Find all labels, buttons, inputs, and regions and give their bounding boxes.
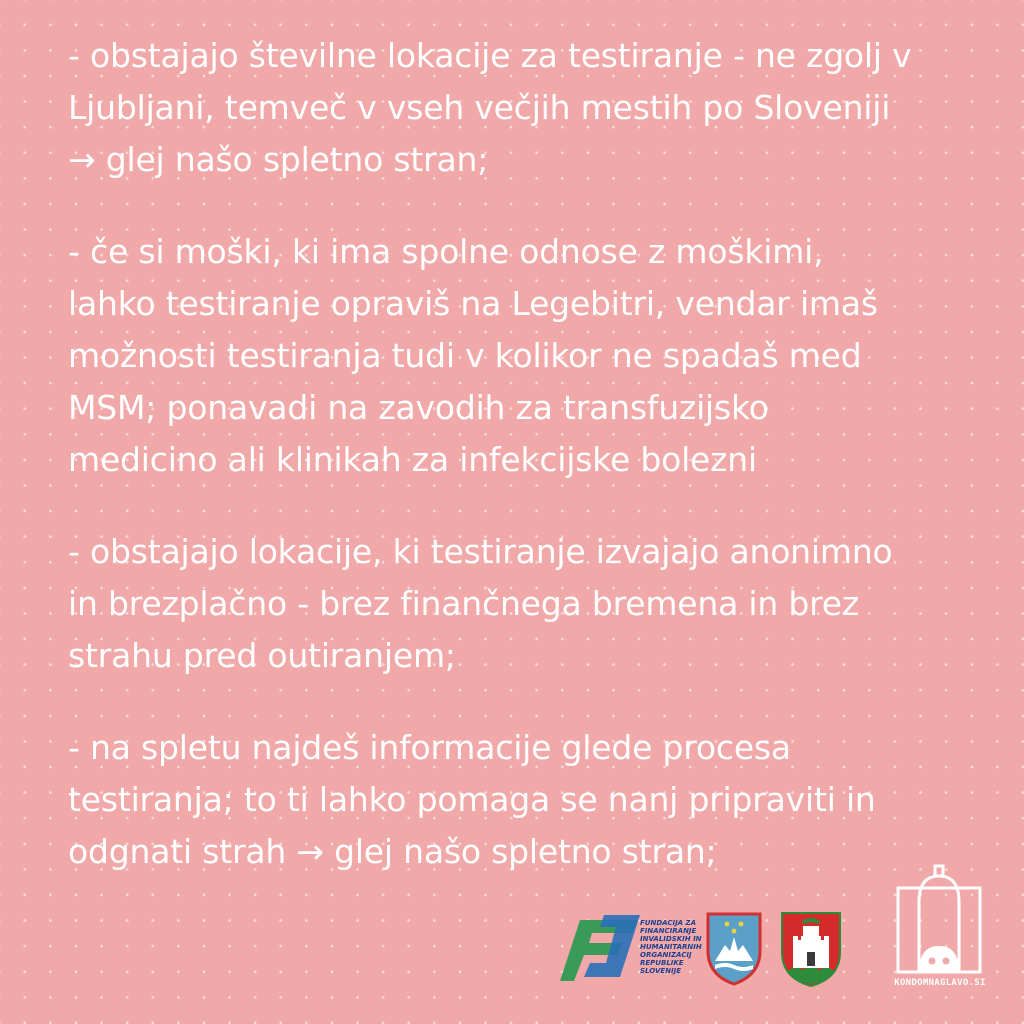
text-line: → glej našo spletno stran; <box>68 140 489 179</box>
text-line: medicino ali klinikah za infekcijske bolezni <box>68 440 757 479</box>
main-text <box>68 30 998 918</box>
text-line: Ljubljani, temveč v vseh večjih mestih po Sloveniji <box>68 88 891 127</box>
text-line: in brezplačno - brez finančnega bremena in brez <box>68 584 859 623</box>
text-line: testiranja; to ti lahko pomaga se nanj pripraviti in <box>68 780 876 819</box>
text-line: - obstajajo lokacije, ki testiranje izvajajo anonimno <box>68 532 893 571</box>
text-line: strahu pred outiranjem; <box>68 636 456 675</box>
ljubljana-coat-of-arms-icon <box>779 910 843 988</box>
text-line: - če si moški, ki ima spolne odnose z moškimi, <box>68 232 824 271</box>
paragraph-anonymous <box>68 526 998 682</box>
paragraph-msm <box>68 226 998 486</box>
slovenia-coat-of-arms-icon <box>705 911 763 987</box>
text-line: - na spletu najdeš informacije glede procesa <box>68 728 791 767</box>
text-line: odgnati strah → glej našo spletno stran; <box>68 832 717 871</box>
fiho-line: SLOVENIJE <box>640 967 682 975</box>
text-line: možnosti testiranja tudi v kolikor ne spadaš med <box>68 336 862 375</box>
fiho-name <box>640 919 710 975</box>
fiho-line: INVALIDSKIH IN <box>640 935 702 943</box>
fiho-line: FUNDACIJA ZA <box>640 919 697 927</box>
site-label: KONDOMNAGLAVO.SI <box>894 978 986 988</box>
text-line: lahko testiranje opraviš na Legebitri, vendar imaš <box>68 284 878 323</box>
fiho-logo-icon <box>560 915 640 985</box>
text-line: - obstajajo številne lokacije za testiranje - ne zgolj v <box>68 36 912 75</box>
fiho-line: ORGANIZACIJ <box>640 951 692 959</box>
paragraph-online-info <box>68 722 998 878</box>
text-line: MSM; ponavadi na zavodih za transfuzijsko <box>68 388 769 427</box>
paragraph-testing-locations <box>68 30 998 186</box>
kondomnaglavo-logo-icon <box>895 858 985 976</box>
fiho-line: HUMANITARNIH <box>640 943 702 951</box>
fiho-line: FINANCIRANJE <box>640 927 697 935</box>
fiho-line: REPUBLIKE <box>640 959 684 967</box>
